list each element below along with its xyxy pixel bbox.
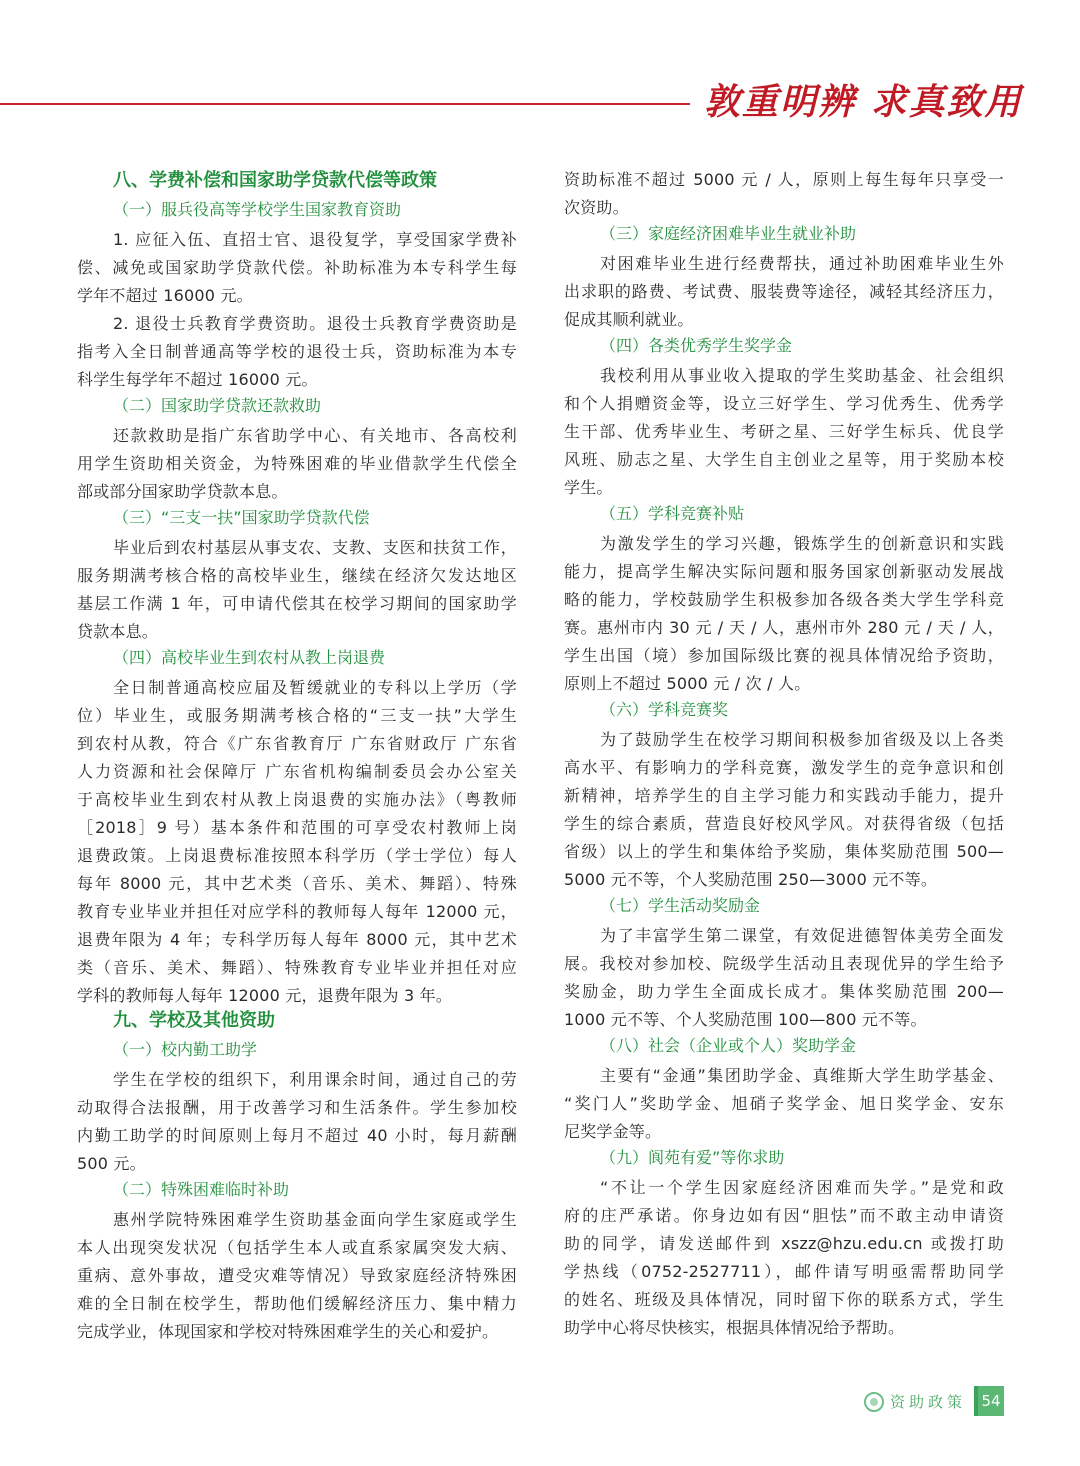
paragraph-line: 学生出国（境）参加国际级比赛的视具体情况给予资助，	[564, 646, 1004, 665]
paragraph-line: 对困难毕业生进行经费帮扶，通过补助困难毕业生外	[600, 254, 1004, 273]
subsection-title: （九）阆苑有爱”等你求助	[600, 1148, 785, 1167]
subsection-title: （三）家庭经济困难毕业生就业补助	[600, 224, 857, 243]
paragraph-line: 为了鼓励学生在校学习期间积极参加省级及以上各类	[600, 730, 1004, 749]
paragraph-line: 的姓名、班级及具体情况，同时留下你的联系方式，学生	[564, 1290, 1004, 1309]
paragraph-line: 促成其顺利就业。	[564, 310, 694, 329]
paragraph-line: 资助标准不超过 5000 元 / 人，原则上每生每年只享受一	[564, 170, 1004, 189]
paragraph-line: 学生。	[564, 478, 613, 497]
paragraph-line: 风班、励志之星、大学生自主创业之星等，用于奖励本校	[564, 450, 1004, 469]
paragraph-line: 位）毕业生，或服务期满考核合格的“三支一扶”大学生	[77, 706, 517, 725]
paragraph-line: 退费年限为 4 年；专科学历每人每年 8000 元，其中艺术	[77, 930, 517, 949]
paragraph-line: 略的能力，学校鼓励学生积极参加各级各类大学生学科竞	[564, 590, 1004, 609]
paragraph-line: 1000 元不等、个人奖励范围 100—800 元不等。	[564, 1010, 927, 1029]
paragraph-line: 部或部分国家助学贷款本息。	[77, 482, 288, 501]
subsection-title: （四）高校毕业生到农村从教上岗退费	[113, 648, 386, 667]
paragraph-line: 尼奖学金等。	[564, 1122, 662, 1141]
section-title: 九、学校及其他资助	[113, 1010, 275, 1031]
subsection-title: （五）学科竞赛补贴	[600, 504, 745, 523]
paragraph-line: 5000 元不等，个人奖励范围 250—3000 元不等。	[564, 870, 938, 889]
paragraph-line: 每年 8000 元，其中艺术类（音乐、美术、舞蹈）、特殊	[77, 874, 517, 893]
paragraph-line: 学热线（0752-2527711），邮件请写明亟需帮助同学	[564, 1262, 1004, 1281]
subsection-title: （二）国家助学贷款还款救助	[113, 396, 322, 415]
paragraph-line: 展。我校对参加校、院级学生活动且表现优异的学生给予	[564, 954, 1004, 973]
subsection-title: （二）特殊困难临时补助	[113, 1180, 290, 1199]
paragraph-line: 难的全日制在校学生，帮助他们缓解经济压力、集中精力	[77, 1294, 517, 1313]
paragraph-line: “奖门人”奖助学金、旭硝子奖学金、旭日奖学金、安东	[564, 1094, 1004, 1113]
paragraph-line: 人力资源和社会保障厅 广东省机构编制委员会办公室关	[77, 762, 517, 781]
paragraph-line: 为激发学生的学习兴趣，锻炼学生的创新意识和实践	[600, 534, 1004, 553]
footer-label: 资助政策	[890, 1393, 967, 1411]
paragraph-line: 为了丰富学生第二课堂，有效促进德智体美劳全面发	[600, 926, 1004, 945]
paragraph-line: 还款救助是指广东省助学中心、有关地市、各高校利	[113, 426, 517, 445]
subsection-title: （七）学生活动奖励金	[600, 896, 761, 915]
header-rule	[0, 103, 690, 105]
paragraph-line: 次资助。	[564, 198, 629, 217]
paragraph-line: 出求职的路费、考试费、服装费等途径，减轻其经济压力，	[564, 282, 1004, 301]
paragraph-line: 助学中心将尽快核实，根据具体情况给予帮助。	[564, 1318, 905, 1337]
paragraph-line: 贷款本息。	[77, 622, 159, 641]
subsection-title: （三）“三支一扶”国家助学贷款代偿	[113, 508, 370, 527]
paragraph-line: 服务期满考核合格的高校毕业生，继续在经济欠发达地区	[77, 566, 517, 585]
paragraph-line: 完成学业，体现国家和学校对特殊困难学生的关心和爱护。	[77, 1322, 499, 1341]
paragraph-line: 基层工作满 1 年，可申请代偿其在校学习期间的国家助学	[77, 594, 517, 613]
paragraph-line: 我校利用从事业收入提取的学生奖助基金、社会组织	[600, 366, 1004, 385]
paragraph-line: 和个人捐赠资金等，设立三好学生、学习优秀生、优秀学	[564, 394, 1004, 413]
section-title: 八、学费补偿和国家助学贷款代偿等政策	[113, 170, 437, 191]
paragraph-line: 主要有“金通”集团助学金、真维斯大学生助学基金、	[600, 1066, 1004, 1085]
paragraph-line: 学科的教师每人每年 12000 元，退费年限为 3 年。	[77, 986, 453, 1005]
paragraph-line: 学生的综合素质，营造良好校风学风。对获得省级（包括	[564, 814, 1004, 833]
paragraph-line: 内勤工助学的时间原则上每月不超过 40 小时，每月薪酬	[77, 1126, 517, 1145]
subsection-title: （六）学科竞赛奖	[600, 700, 729, 719]
subsection-title: （一）服兵役高等学校学生国家教育资助	[113, 200, 402, 219]
paragraph-line: 退费政策。上岗退费标准按照本科学历（学士学位）每人	[77, 846, 517, 865]
paragraph-line: 500 元。	[77, 1154, 146, 1173]
paragraph-line: 原则上不超过 5000 元 / 次 / 人。	[564, 674, 811, 693]
paragraph-line: 赛。惠州市内 30 元 / 天 / 人，惠州市外 280 元 / 天 / 人，	[564, 618, 1004, 637]
footer-section-label	[864, 1388, 966, 1416]
paragraph-line: “不让一个学生因家庭经济困难而失学。”是党和政	[600, 1178, 1004, 1197]
paragraph-line: 惠州学院特殊困难学生资助基金面向学生家庭或学生	[113, 1210, 517, 1229]
paragraph-line: 高水平、有影响力的学科竞赛，激发学生的竞争意识和创	[564, 758, 1004, 777]
paragraph-line: 生干部、优秀毕业生、考研之星、三好学生标兵、优良学	[564, 422, 1004, 441]
subsection-title: （一）校内勤工助学	[113, 1040, 258, 1059]
paragraph-line: 重病、意外事故，遭受灾难等情况）导致家庭经济特殊困	[77, 1266, 517, 1285]
paragraph-line: 用学生资助相关资金，为特殊困难的毕业借款学生代偿全	[77, 454, 517, 473]
paragraph-line: 奖励金，助力学生全面成长成才。集体奖励范围 200—	[564, 982, 1004, 1001]
paragraph-line: 助的同学，请发送邮件到 xszz@hzu.edu.cn 或拨打助	[564, 1234, 1004, 1253]
paragraph-line: 省级）以上的学生和集体给予奖励，集体奖励范围 500—	[564, 842, 1004, 861]
paragraph-line: 能力，提高学生解决实际问题和服务国家创新驱动发展战	[564, 562, 1004, 581]
subsection-title: （四）各类优秀学生奖学金	[600, 336, 793, 355]
paragraph-line: 毕业后到农村基层从事支农、支教、支医和扶贫工作，	[113, 538, 517, 557]
paragraph-line: 全日制普通高校应届及暂缓就业的专科以上学历（学	[113, 678, 517, 697]
paragraph-line: 学年不超过 16000 元。	[77, 286, 253, 305]
subsection-title: （八）社会（企业或个人）奖助学金	[600, 1036, 857, 1055]
paragraph-line: 偿、减免或国家助学贷款代偿。补助标准为本专科学生每	[77, 258, 517, 277]
paragraph-line: 府的庄严承诺。你身边如有因“胆怯”而不敢主动申请资	[564, 1206, 1004, 1225]
paragraph-line: 于高校毕业生到农村从教上岗退费的实施办法》（粤教师	[77, 790, 517, 809]
page-number: 54	[978, 1386, 1004, 1416]
paragraph-line: 教育专业毕业并担任对应学科的教师每人每年 12000 元，	[77, 902, 517, 921]
paragraph-line: 2. 退役士兵教育学费资助。退役士兵教育学费资助是	[113, 314, 517, 333]
paragraph-line: 类（音乐、美术、舞蹈）、特殊教育专业毕业并担任对应	[77, 958, 517, 977]
paragraph-line: 新精神，培养学生的自主学习能力和实践动手能力，提升	[564, 786, 1004, 805]
paragraph-line: 本人出现突发状况（包括学生本人或直系家属突发大病、	[77, 1238, 517, 1257]
paragraph-line: 学生在学校的组织下，利用课余时间，通过自己的劳	[113, 1070, 517, 1089]
paragraph-line: 科学生每学年不超过 16000 元。	[77, 370, 318, 389]
paragraph-line: 1. 应征入伍、直招士官、退役复学，享受国家学费补	[113, 230, 517, 249]
paragraph-line: 到农村从教，符合《广东省教育厅 广东省财政厅 广东省	[77, 734, 517, 753]
circle-emblem-icon	[864, 1392, 884, 1412]
school-motto: 敦重明辨 求真致用	[704, 81, 1023, 123]
paragraph-line: 指考入全日制普通高等学校的退役士兵，资助标准为本专	[77, 342, 517, 361]
paragraph-line: ［2018］9 号）基本条件和范围的可享受农村教师上岗	[77, 818, 517, 837]
paragraph-line: 动取得合法报酬，用于改善学习和生活条件。学生参加校	[77, 1098, 517, 1117]
